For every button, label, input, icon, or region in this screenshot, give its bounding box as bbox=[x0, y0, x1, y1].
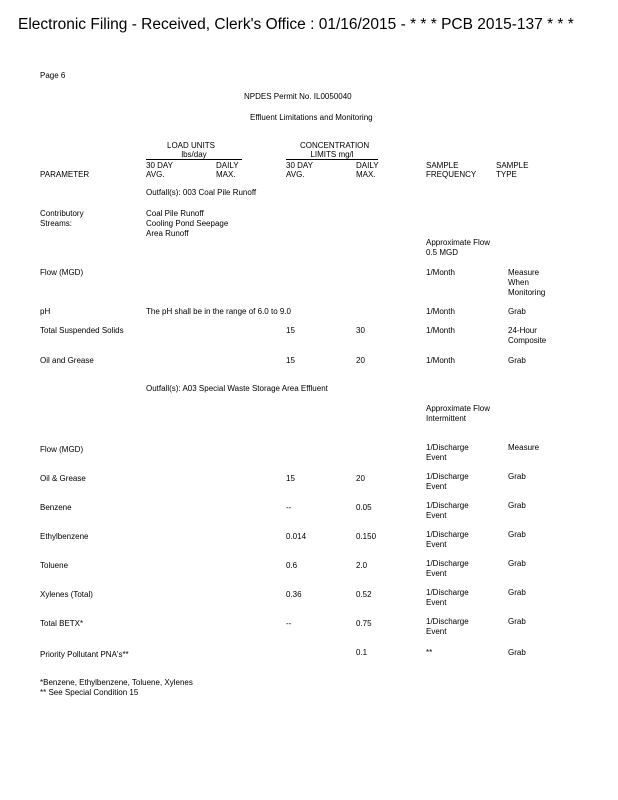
conc-avg-cell: 0.014 bbox=[286, 532, 307, 541]
contributory-label: Contributory Streams: bbox=[40, 209, 84, 228]
freq-cell: Event bbox=[426, 482, 447, 491]
freq-cell: Event bbox=[426, 569, 447, 578]
type-cell: Grab bbox=[508, 501, 526, 510]
freq-cell: 1/Discharge bbox=[426, 472, 469, 481]
sample-type-header: TYPE bbox=[496, 170, 517, 179]
conc-max-cell: 0.150 bbox=[356, 532, 377, 541]
type-cell: Composite bbox=[508, 336, 547, 345]
contributory-value: Area Runoff bbox=[146, 229, 189, 238]
type-cell: Grab bbox=[508, 472, 526, 481]
conc-max-cell: 0.05 bbox=[356, 503, 372, 512]
conc-avg-cell: 15 bbox=[286, 356, 295, 365]
param-cell: Oil & Grease bbox=[40, 474, 86, 483]
load-units-header: LOAD UNITS bbox=[167, 141, 216, 150]
approx-flow-value: Intermittent bbox=[426, 414, 467, 423]
type-cell: 24-Hour bbox=[508, 326, 537, 335]
sample-freq-header-top: SAMPLE bbox=[426, 161, 459, 170]
conc-max: MAX. bbox=[356, 170, 376, 179]
param-cell: Oil and Grease bbox=[40, 356, 94, 365]
type-cell: Grab bbox=[508, 307, 526, 316]
filing-banner: Electronic Filing - Received, Clerk's Office : 01/16/2015 - * * * PCB 2015-137 * * * bbox=[18, 16, 574, 33]
conc-max-cell: 30 bbox=[356, 326, 365, 335]
contributory-value: Cooling Pond Seepage bbox=[146, 219, 229, 228]
type-cell: Grab bbox=[508, 530, 526, 539]
freq-cell: 1/Discharge bbox=[426, 443, 469, 452]
conc-max-cell: 2.0 bbox=[356, 561, 368, 570]
freq-cell: Event bbox=[426, 511, 447, 520]
freq-cell: 1/Discharge bbox=[426, 530, 469, 539]
freq-cell: 1/Discharge bbox=[426, 501, 469, 510]
approx-flow-label: Approximate Flow bbox=[426, 404, 491, 413]
param-cell: Flow (MGD) bbox=[40, 268, 84, 277]
load-30day: 30 DAY bbox=[146, 161, 173, 170]
param-cell: Total BETX* bbox=[40, 619, 84, 628]
freq-cell: ** bbox=[426, 648, 433, 657]
sample-type-header-top: SAMPLE bbox=[496, 161, 529, 170]
type-cell: Grab bbox=[508, 617, 526, 626]
freq-cell: Event bbox=[426, 598, 447, 607]
freq-cell: 1/Month bbox=[426, 268, 455, 277]
freq-cell: 1/Month bbox=[426, 356, 455, 365]
conc-avg-cell: -- bbox=[286, 619, 292, 628]
footnote: *Benzene, Ethylbenzene, Toluene, Xylenes bbox=[40, 678, 193, 687]
concentration-header: CONCENTRATION bbox=[300, 141, 370, 150]
outfall2-title: Outfall(s): A03 Special Waste Storage Area Effluent bbox=[146, 384, 328, 393]
freq-cell: 1/Discharge bbox=[426, 617, 469, 626]
type-cell: Monitoring bbox=[508, 288, 546, 297]
load-avg: AVG. bbox=[146, 170, 165, 179]
freq-cell: 1/Month bbox=[426, 326, 455, 335]
param-cell: Benzene bbox=[40, 503, 72, 512]
parameter-header: PARAMETER bbox=[40, 170, 90, 179]
param-cell: Toluene bbox=[40, 561, 69, 570]
footnote: ** See Special Condition 15 bbox=[40, 688, 139, 697]
param-cell: Flow (MGD) bbox=[40, 445, 84, 454]
conc-avg-cell: 0.36 bbox=[286, 590, 302, 599]
type-cell: Grab bbox=[508, 559, 526, 568]
contributory-value: Coal Pile Runoff bbox=[146, 209, 204, 218]
type-cell: Grab bbox=[508, 648, 526, 657]
param-cell: Total Suspended Solids bbox=[40, 326, 124, 335]
type-cell: Measure bbox=[508, 268, 540, 277]
outfall1-title: Outfall(s): 003 Coal Pile Runoff bbox=[146, 188, 257, 197]
conc-avg-cell: 15 bbox=[286, 474, 295, 483]
approx-flow-value: 0.5 MGD bbox=[426, 248, 459, 257]
conc-max-cell: 20 bbox=[356, 474, 365, 483]
type-cell: Measure bbox=[508, 443, 540, 452]
type-cell: Grab bbox=[508, 356, 526, 365]
conc-max-cell: 20 bbox=[356, 356, 365, 365]
param-cell: pH bbox=[40, 307, 51, 316]
permit-number: NPDES Permit No. IL0050040 bbox=[244, 92, 352, 101]
load-daily: DAILY bbox=[216, 161, 239, 170]
type-cell: Grab bbox=[508, 588, 526, 597]
conc-max-cell: 0.75 bbox=[356, 619, 372, 628]
conc-avg-cell: 0.6 bbox=[286, 561, 298, 570]
page-subtitle: Effluent Limitations and Monitoring bbox=[250, 113, 373, 122]
sample-frequency-header: FREQUENCY bbox=[426, 170, 477, 179]
freq-cell: 1/Discharge bbox=[426, 559, 469, 568]
conc-daily: DAILY bbox=[356, 161, 379, 170]
load-max: MAX. bbox=[216, 170, 236, 179]
freq-cell: Event bbox=[426, 453, 447, 462]
page-label: Page 6 bbox=[40, 71, 66, 80]
param-cell: Priority Pollutant PNA's** bbox=[40, 650, 129, 659]
conc-avg-cell: 15 bbox=[286, 326, 295, 335]
param-cell: Ethylbenzene bbox=[40, 532, 89, 541]
approx-flow-label: Approximate Flow bbox=[426, 238, 491, 247]
load-units-sub: lbs/day bbox=[146, 150, 242, 160]
concentration-sub: LIMITS mg/l bbox=[286, 150, 378, 160]
type-cell: When bbox=[508, 278, 529, 287]
freq-cell: Event bbox=[426, 627, 447, 636]
conc-max-cell: 0.52 bbox=[356, 590, 372, 599]
conc-avg-cell: -- bbox=[286, 503, 292, 512]
conc-30day: 30 DAY bbox=[286, 161, 313, 170]
conc-max-cell: 0.1 bbox=[356, 648, 368, 657]
param-cell: Xylenes (Total) bbox=[40, 590, 93, 599]
freq-cell: 1/Month bbox=[426, 307, 455, 316]
conc-avg: AVG. bbox=[286, 170, 305, 179]
freq-cell: 1/Discharge bbox=[426, 588, 469, 597]
freq-cell: Event bbox=[426, 540, 447, 549]
ph-note: The pH shall be in the range of 6.0 to 9.0 bbox=[146, 307, 291, 316]
